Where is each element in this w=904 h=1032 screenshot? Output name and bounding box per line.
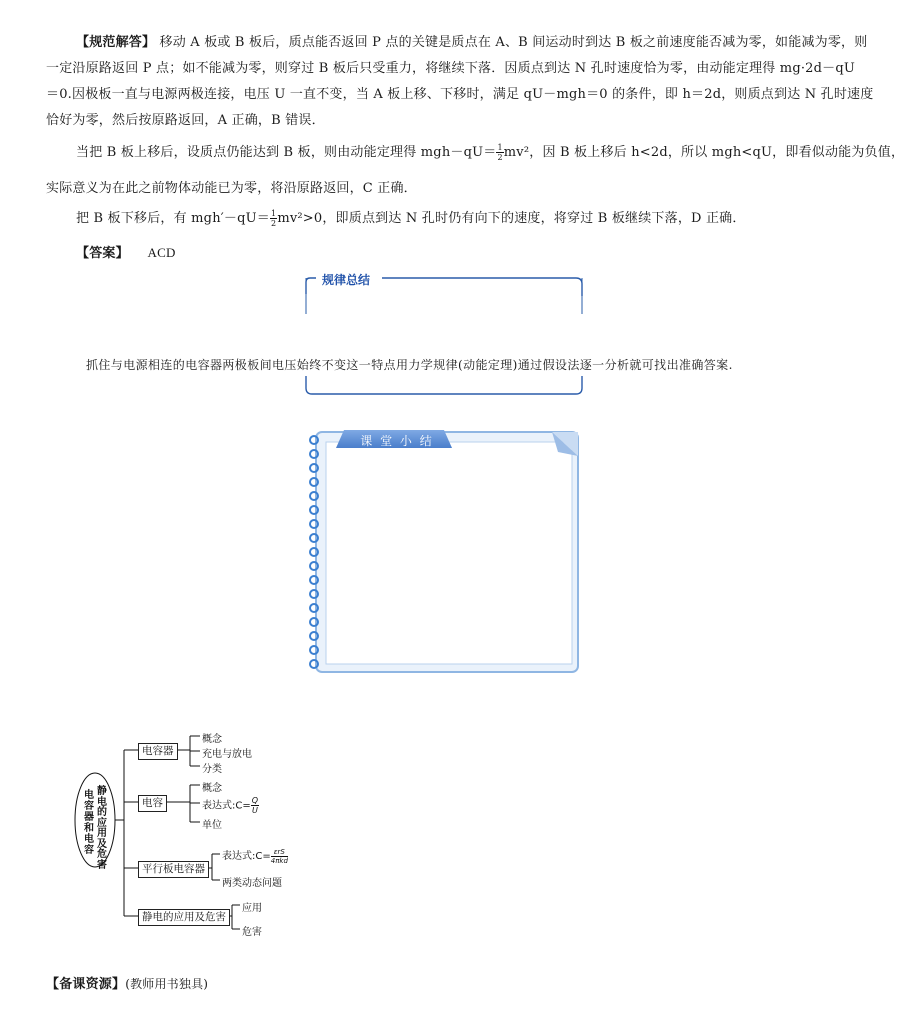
mind-map-leaf: 概念	[202, 783, 222, 794]
answer-row	[76, 240, 176, 266]
mind-map-branch: 电容器	[138, 743, 178, 760]
explanation-line: 一定沿原路返回 P 点；如不能减为零，则穿过 B 板后只受重力，将继续下落．因质点到达 N 孔时速度恰为零，由动能定理得 mg·2d－qU	[46, 61, 856, 76]
resources-note: (教师用书独具)	[125, 977, 209, 991]
explanation-line: 当把 B 板上移后，设质点仍能达到 B 板，则由动能定理得 mgh－qU＝	[76, 145, 497, 160]
explanation-line: ＝0.因极板一直与电源两极连接，电压 U 一直不变，当 A 板上移、下移时，满足 qU－mgh＝0 的条件，即 h＝2d，则质点到达 N 孔时速度	[46, 87, 874, 102]
mind-map-leaf: 危害	[242, 927, 262, 938]
mind-map-leaf: 概念	[202, 734, 222, 745]
mind-map-branch: 平行板电容器	[138, 861, 209, 878]
mind-map-leaf: 应用	[242, 903, 262, 914]
rule-summary-title: 规律总结	[322, 273, 371, 287]
mind-map-branch: 电容	[138, 795, 167, 812]
rule-box-frame	[302, 276, 584, 396]
notebook-frame	[304, 426, 584, 678]
explanation-paragraph-2	[76, 140, 904, 165]
resources-row	[46, 972, 208, 997]
mind-map-branch: 静电的应用及危害	[138, 909, 230, 926]
explanation-line: mv²>0，即质点到达 N 孔时仍有向下的速度，将穿过 B 板继续下落，D 正确．	[277, 211, 746, 226]
explanation-heading: 【规范解答】	[76, 35, 156, 50]
fraction-one-half: $\frac{1}{2}$	[271, 209, 277, 228]
mind-map-root	[83, 786, 111, 871]
explanation-line: 把 B 板下移后，有 mgh′－qU＝	[76, 211, 271, 226]
mind-map-leaf: 充电与放电	[202, 749, 252, 760]
mind-map-leaf: 单位	[202, 820, 222, 831]
class-summary-tab-label: 课 堂 小 结	[360, 434, 434, 448]
explanation-paragraph-1	[76, 30, 868, 55]
explanation-line: 实际意义为在此之前物体动能已为零，将沿原路返回，C 正确．	[46, 181, 417, 196]
explanation-line: mv²，因 B 板上移后 h<2d，所以 mgh<qU，即看似动能为负值，	[503, 145, 904, 160]
mind-map	[74, 730, 334, 950]
explanation-paragraph-3	[76, 206, 836, 231]
mind-map-root-col1: 静电的应用及危害	[97, 786, 107, 871]
mind-map-leaf: 分类	[202, 764, 222, 775]
fraction-one-half: $\frac{1}{2}$	[497, 143, 503, 162]
rule-summary-box	[302, 273, 584, 396]
answer-label: 【答案】	[76, 246, 129, 261]
explanation-line: 移动 A 板或 B 板后，质点能否返回 P 点的关键是质点在 A、B 间运动时到达 B 板之前速度能否减为零，如能减为零，则	[159, 35, 868, 50]
answer-value: ACD	[147, 245, 176, 260]
mind-map-leaf: 两类动态问题	[222, 878, 282, 889]
mind-map-formula: 表达式:C= $\frac{Q}{U}$	[202, 796, 259, 815]
rule-summary-text: 抓住与电源相连的电容器两极板间电压始终不变这一特点用力学规律(动能定理)通过假设法逐一分析就可找出准确答案.	[86, 358, 733, 372]
class-summary-notebook	[304, 426, 584, 678]
explanation-line: 恰好为零，然后按原路返回，A 正确，B 错误．	[46, 113, 325, 128]
mind-map-formula: 表达式:C= $\frac{\text{εrS}}{\text{4πkd}}$	[222, 847, 288, 865]
resources-label: 【备课资源】	[46, 977, 126, 992]
mind-map-root-col2: 电容器和电容	[84, 790, 94, 856]
